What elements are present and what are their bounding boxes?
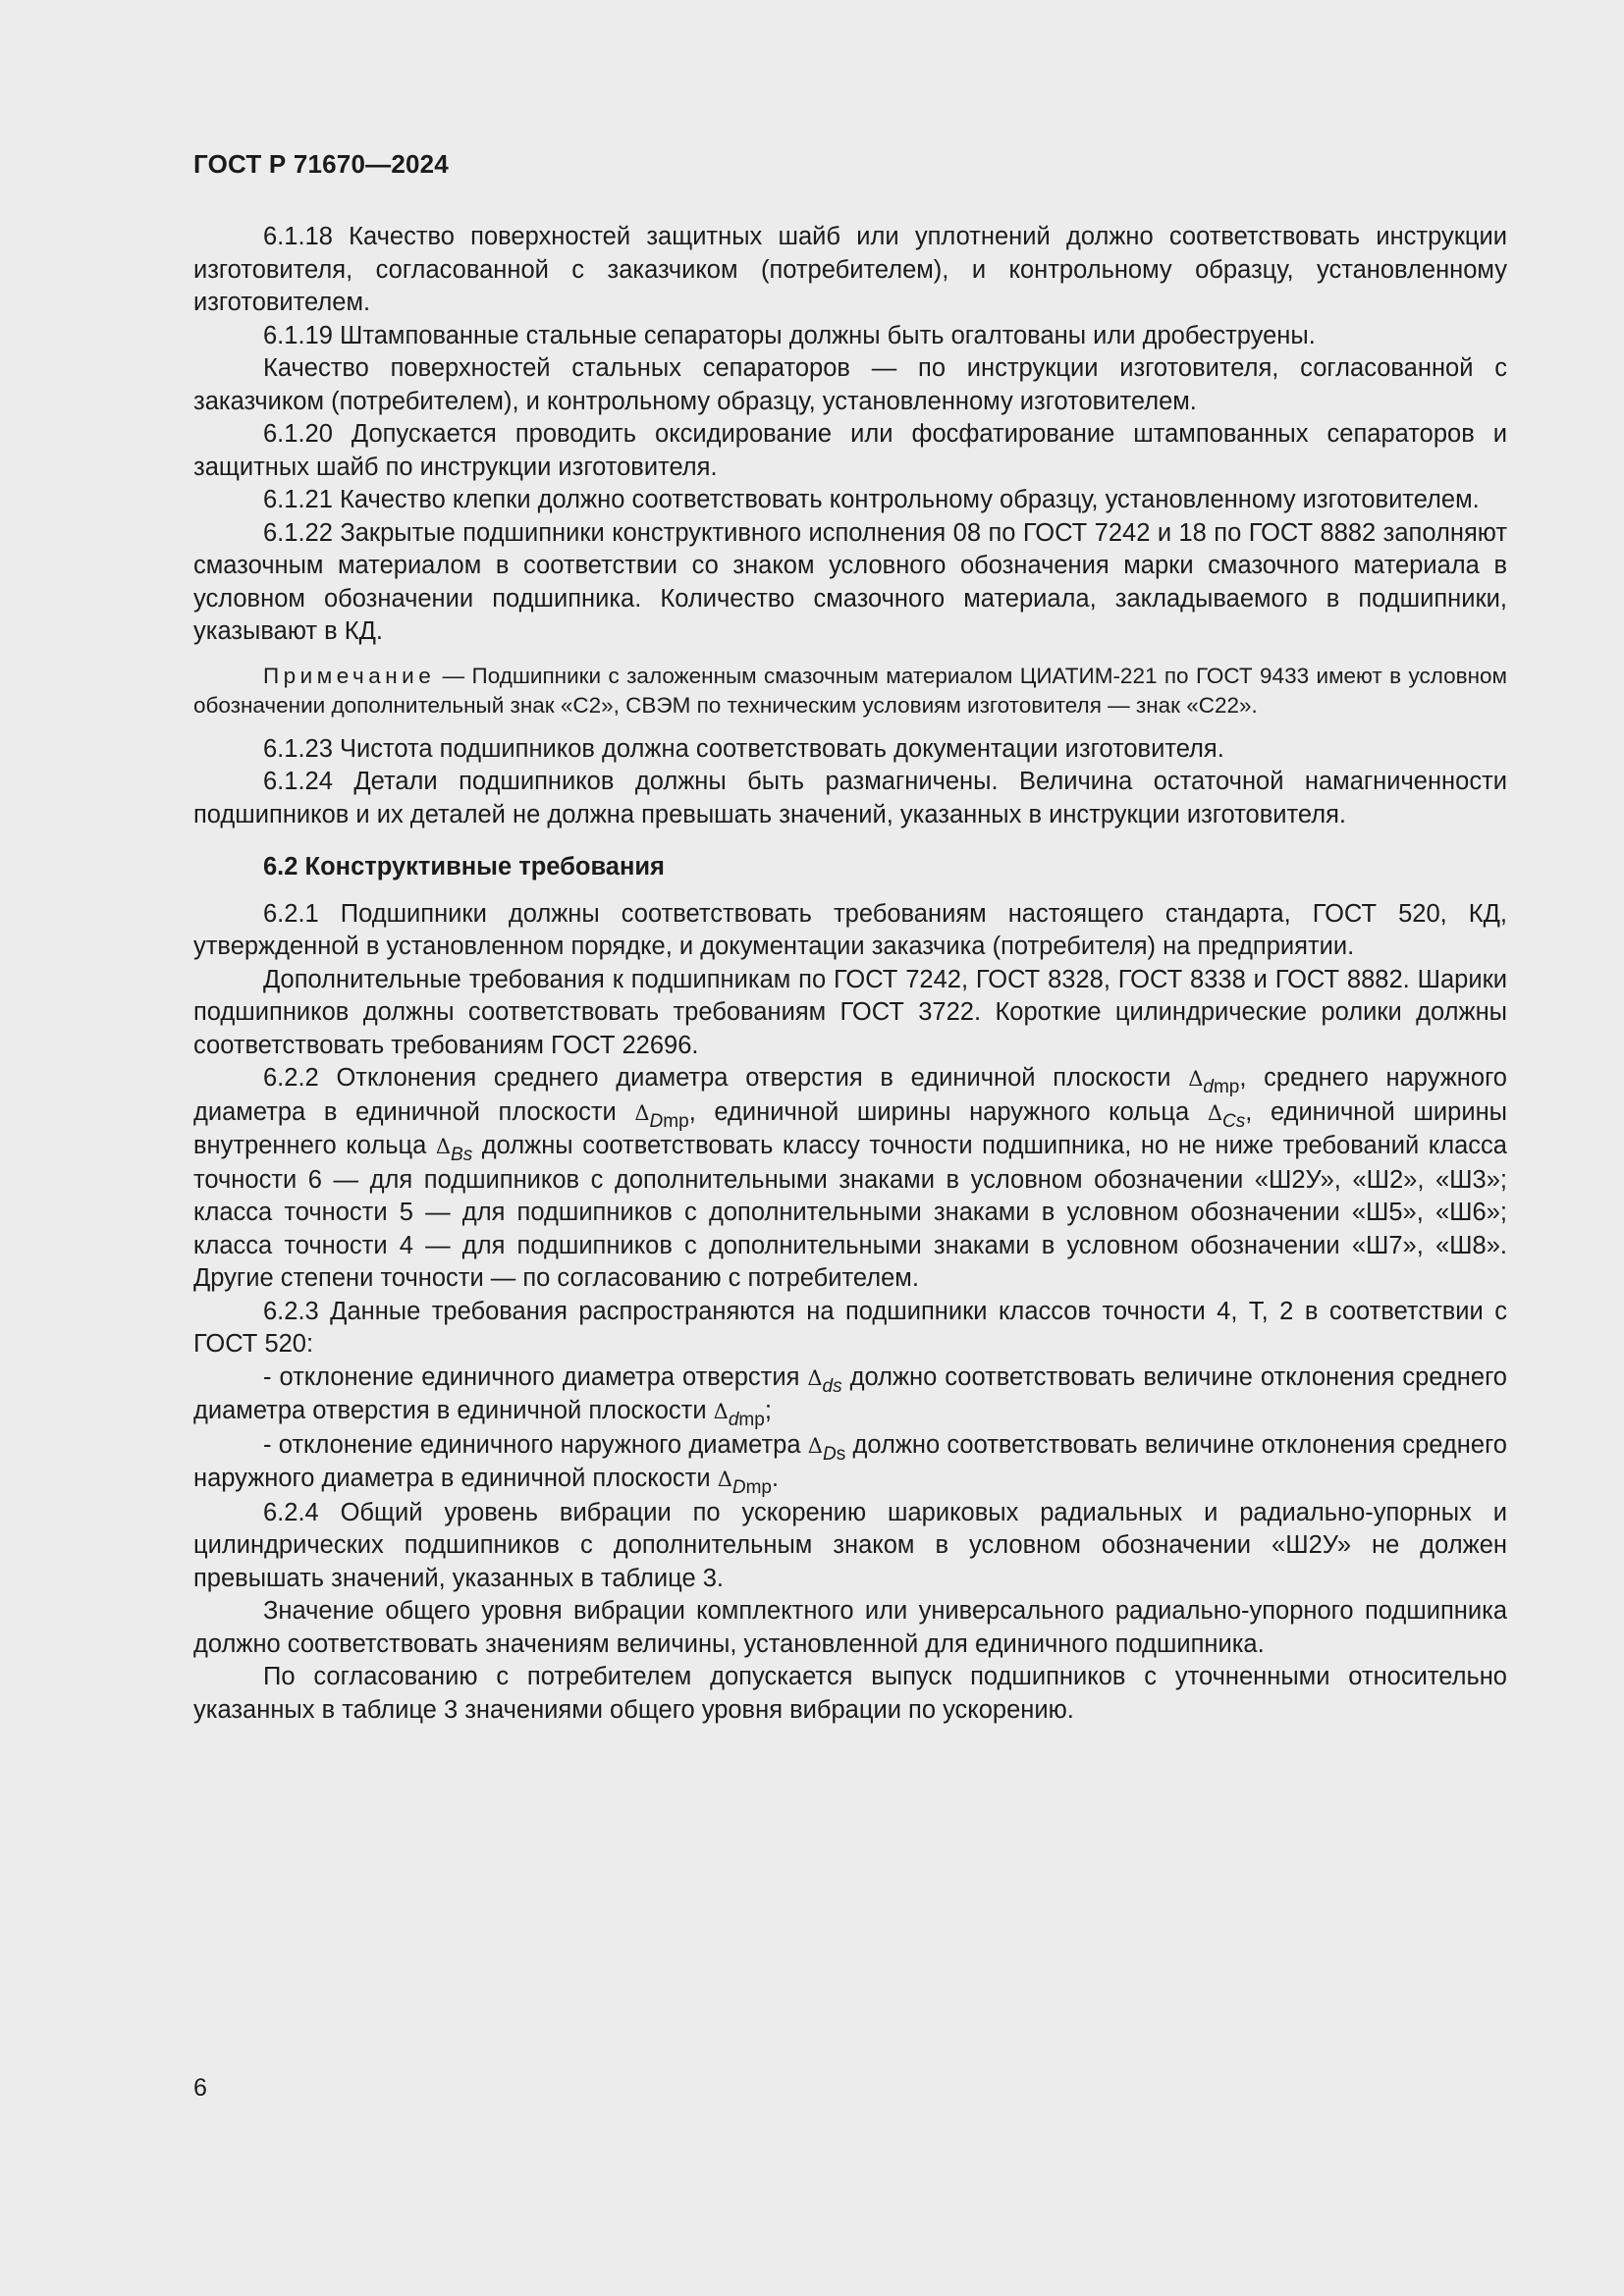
subscript-ds: ds (822, 1375, 842, 1397)
note-label: Примечание (263, 663, 436, 688)
text-run: , единичной ширины наружного кольца (688, 1097, 1208, 1126)
subscript-part: mp (1213, 1077, 1240, 1097)
paragraph-6-2-4-cont2: По согласованию с потребителем допускается выпуск подшипников с уточненными относительно указанных в таблице 3 значениями общего уровня вибрации по ускорению. (193, 1663, 1507, 1724)
delta-symbol: Δ (1207, 1100, 1222, 1125)
text-run: должны соответствовать классу точности подшипника, но не ниже требований класса точности 6 — для подшипников с дополнительными знаками в условном обозначении «Ш2У», «Ш2», «Ш3»; класса точности 5 — для подшипников с дополнительными знаками в условном обозначении «Ш5», «Ш6»; класса точности 4 — для подшипников с дополнительными знаками в условном обозначении «Ш7», «Ш8». Другие степени точности — по согласованию с потребителем. (193, 1132, 1507, 1292)
subscript-part: D (822, 1443, 837, 1465)
page-number: 6 (193, 2074, 207, 2102)
text-run: должно соответствовать величине отклонения среднего диаметра отверстия в единичной плоскости (193, 1362, 1507, 1424)
subscript-dmp (1203, 1077, 1239, 1097)
paragraph-6-2-3: 6.2.3 Данные требования распространяются на подшипники классов точности 4, Т, 2 в соответствии с ГОСТ 520: (193, 1297, 1507, 1358)
paragraph-6-2-4: 6.2.4 Общий уровень вибрации по ускорению шариковых радиальных и радиально-упорных и цилиндрических подшипников с дополнительным знаком в условном обозначении «Ш2У» не должен превышать значений, указанных в таблице 3. (193, 1498, 1507, 1592)
delta-symbol: Δ (713, 1400, 729, 1423)
document-body (193, 221, 1507, 1727)
paragraph-6-1-19: 6.1.19 Штампованные стальные сепараторы должны быть огалтованы или дробеструены. (263, 321, 1316, 349)
text-run: - отклонение единичного диаметра отверстия (263, 1362, 808, 1391)
subscript-part: d (1203, 1077, 1214, 1097)
subscript-Ds (823, 1444, 845, 1465)
subscript-part: D (731, 1477, 746, 1498)
paragraph-6-1-22: 6.1.22 Закрытые подшипники конструктивного исполнения 08 по ГОСТ 7242 и 18 по ГОСТ 8882 заполняют смазочным материалом в соответствии со знаком условного обозначения марки смазочного материала в условном обозначении подшипника. Количество смазочного материала, закладываемого в подшипники, указывают в КД. (193, 518, 1507, 645)
subscript-Dmp (650, 1111, 689, 1132)
delta-symbol: Δ (717, 1468, 732, 1491)
paragraph-6-2-4-cont: Значение общего уровня вибрации комплектного или универсального радиально-упорного подшипника должно соответствовать значениям величины, установленной для единичного подшипника. (193, 1597, 1507, 1658)
section-heading-6-2: 6.2 Конструктивные требования (263, 853, 665, 881)
note-text: — Подшипники с заложенным смазочным материалом ЦИАТИМ-221 по ГОСТ 9433 имеют в условном обозначении дополнительный знак «С2», СВЭМ по техническим условиям изготовителя — знак «С22». (193, 663, 1507, 718)
text-run: - отклонение единичного наружного диаметра (263, 1430, 808, 1459)
text-run: , единичной ширины внутреннего кольца (193, 1097, 1507, 1159)
list-item-bore-deviation (193, 1362, 1507, 1429)
delta-symbol: Δ (634, 1100, 650, 1125)
paragraph-6-2-1: 6.2.1 Подшипники должны соответствовать требованиям настоящего стандарта, ГОСТ 520, КД, утвержденной в установленном порядке, и документации заказчика (потребителя) на предприятии. (193, 899, 1507, 960)
paragraph-6-2-2 (193, 1062, 1507, 1296)
delta-symbol: Δ (807, 1365, 823, 1390)
delta-symbol: Δ (807, 1433, 823, 1458)
delta-symbol: Δ (435, 1135, 452, 1158)
subscript-part: mp (738, 1410, 765, 1430)
subscript-part: d (728, 1410, 739, 1430)
text-run: 6.2.2 Отклонения среднего диаметра отверстия в единичной плоскости (263, 1064, 1189, 1092)
paragraph-6-2-1-cont: Дополнительные требования к подшипникам по ГОСТ 7242, ГОСТ 8328, ГОСТ 8338 и ГОСТ 8882. Шарики подшипников должны соответствовать требованиям ГОСТ 3722. Короткие цилиндрические ролики должны соответствовать требованиям ГОСТ 22696. (193, 965, 1507, 1059)
document-header: ГОСТ Р 71670—2024 (193, 149, 449, 179)
subscript-Cs: Cs (1221, 1110, 1246, 1132)
subscript-part: mp (663, 1110, 689, 1132)
subscript-part: mp (745, 1477, 773, 1498)
paragraph-6-1-20: 6.1.20 Допускается проводить оксидирование или фосфатирование штампованных сепараторов и защитных шайб по инструкции изготовителя. (193, 420, 1507, 481)
paragraph-6-1-21: 6.1.21 Качество клепки должно соответствовать контрольному образцу, установленному изготовителем. (263, 486, 1480, 513)
subscript-Dmp (732, 1477, 772, 1498)
text-run: , среднего наружного диаметра в единичной плоскости (193, 1064, 1507, 1126)
paragraph-6-1-18: 6.1.18 Качество поверхностей защитных шайб или уплотнений должно соответствовать инструкции изготовителя, согласованной с заказчиком (потребителем), и контрольному образцу, установленному изготовителем. (193, 223, 1507, 316)
text-run: ; (764, 1397, 772, 1424)
text-run: должно соответствовать величине отклонения среднего наружного диаметра в единичной плоскости (193, 1430, 1507, 1492)
list-item-outer-deviation (193, 1429, 1507, 1497)
paragraph-6-1-23: 6.1.23 Чистота подшипников должна соответствовать документации изготовителя. (263, 734, 1224, 763)
note (193, 662, 1507, 721)
delta-symbol: Δ (1188, 1067, 1204, 1091)
subscript-part: s (836, 1443, 846, 1465)
paragraph-6-1-19-cont: Качество поверхностей стальных сепараторов — по инструкции изготовителя, согласованной с заказчиком (потребителем), и контрольному образцу, установленному изготовителем. (193, 354, 1507, 415)
text-run: . (772, 1465, 780, 1492)
subscript-dmp (729, 1410, 765, 1430)
subscript-Bs: Bs (451, 1145, 473, 1165)
subscript-part: D (649, 1110, 664, 1132)
paragraph-6-1-24: 6.1.24 Детали подшипников должны быть размагничены. Величина остаточной намагниченности подшипников и их деталей не должна превышать значений, указанных в инструкции изготовителя. (193, 768, 1507, 828)
